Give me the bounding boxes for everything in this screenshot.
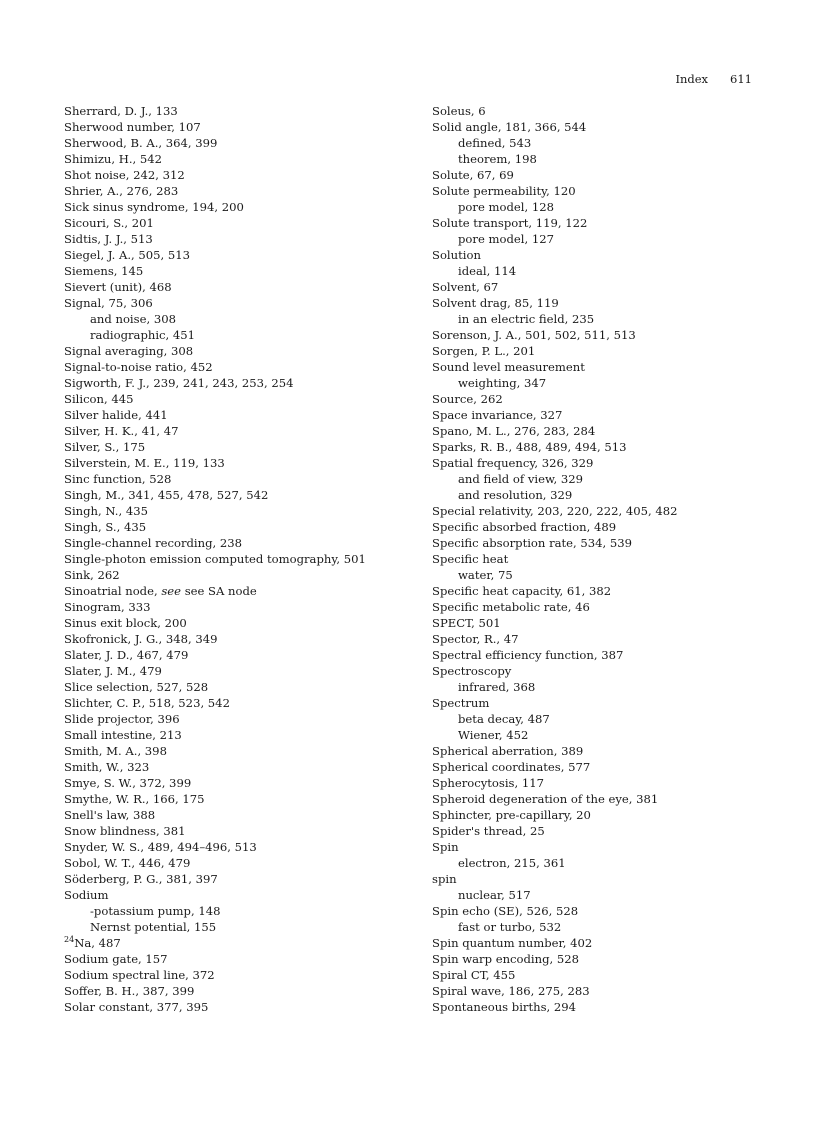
index-entry: Smith, M. A., 398 [64, 744, 167, 758]
index-entry: Solute, 67, 69 [432, 168, 514, 182]
index-entry: Smye, S. W., 372, 399 [64, 776, 192, 790]
index-entry: Spatial frequency, 326, 329 [432, 456, 594, 470]
index-subentry: ideal, 114 [458, 264, 517, 278]
page-number: 611 [730, 72, 752, 86]
index-subentry: electron, 215, 361 [458, 856, 566, 870]
index-entry: Sidtis, J. J., 513 [64, 232, 153, 246]
index-entry: Specific metabolic rate, 46 [432, 600, 590, 614]
index-entry: Spider's thread, 25 [432, 824, 545, 838]
index-entry: Slide projector, 396 [64, 712, 180, 726]
index-column-right [432, 103, 762, 1015]
index-entry: Snow blindness, 381 [64, 824, 186, 838]
index-entry: Spherical coordinates, 577 [432, 760, 591, 774]
index-entry: Spectroscopy [432, 664, 512, 678]
index-entry: Sodium gate, 157 [64, 952, 168, 966]
index-subentry: theorem, 198 [458, 152, 537, 166]
index-entry: Spector, R., 47 [432, 632, 519, 646]
index-entry: Specific heat capacity, 61, 382 [432, 584, 612, 598]
index-subentry: water, 75 [458, 568, 513, 582]
index-entry: Sinc function, 528 [64, 472, 172, 486]
index-entry: Sievert (unit), 468 [64, 280, 172, 294]
index-entry: SPECT, 501 [432, 616, 501, 630]
index-entry [64, 583, 404, 599]
index-entry: Sorgen, P. L., 201 [432, 344, 536, 358]
page-header [675, 72, 752, 86]
index-entry: Specific heat [432, 552, 509, 566]
index-entry: Solvent drag, 85, 119 [432, 296, 559, 310]
index-entry: Spin [432, 840, 459, 854]
running-head: Index [675, 72, 709, 86]
index-entry: Spiral CT, 455 [432, 968, 516, 982]
index-subentry: weighting, 347 [458, 376, 547, 390]
cross-reference-see: see [161, 584, 182, 598]
index-entry: Snell's law, 388 [64, 808, 156, 822]
index-entry: Sick sinus syndrome, 194, 200 [64, 200, 244, 214]
index-column-left [64, 103, 404, 1015]
index-entry: Solution [432, 248, 481, 262]
index-entry [64, 935, 404, 951]
index-entry: Spiral wave, 186, 275, 283 [432, 984, 590, 998]
index-entry: Source, 262 [432, 392, 503, 406]
index-entry: Shimizu, H., 542 [64, 152, 163, 166]
index-entry: Small intestine, 213 [64, 728, 182, 742]
entry-text: Na, 487 [74, 936, 121, 950]
index-entry: Signal-to-noise ratio, 452 [64, 360, 213, 374]
index-entry: Siemens, 145 [64, 264, 144, 278]
index-subentry: beta decay, 487 [458, 712, 550, 726]
index-subentry: and field of view, 329 [458, 472, 584, 486]
index-entry: Single-channel recording, 238 [64, 536, 243, 550]
index-entry: Spano, M. L., 276, 283, 284 [432, 424, 596, 438]
index-entry: Sherwood number, 107 [64, 120, 201, 134]
index-entry: Spherocytosis, 117 [432, 776, 545, 790]
index-entry: Sinus exit block, 200 [64, 616, 187, 630]
index-entry: Spectrum [432, 696, 490, 710]
index-subentry: and resolution, 329 [458, 488, 573, 502]
index-entry: Slichter, C. P., 518, 523, 542 [64, 696, 230, 710]
index-entry: Slater, J. D., 467, 479 [64, 648, 189, 662]
index-entry: Sparks, R. B., 488, 489, 494, 513 [432, 440, 627, 454]
index-entry: Singh, M., 341, 455, 478, 527, 542 [64, 488, 269, 502]
index-entry: Solar constant, 377, 395 [64, 1000, 209, 1014]
index-entry: Silver halide, 441 [64, 408, 168, 422]
index-entry: Sphincter, pre-capillary, 20 [432, 808, 591, 822]
index-entry: Söderberg, P. G., 381, 397 [64, 872, 218, 886]
index-entry: Soffer, B. H., 387, 399 [64, 984, 195, 998]
index-entry: Sorenson, J. A., 501, 502, 511, 513 [432, 328, 636, 342]
index-subentry: nuclear, 517 [458, 888, 531, 902]
index-subentry: Nernst potential, 155 [90, 920, 217, 934]
index-subentry: pore model, 128 [458, 200, 554, 214]
index-entry: Spontaneous births, 294 [432, 1000, 577, 1014]
index-subentry: in an electric field, 235 [458, 312, 595, 326]
index-entry: Sherrard, D. J., 133 [64, 104, 178, 118]
index-entry: Spheroid degeneration of the eye, 381 [432, 792, 659, 806]
index-entry: Slice selection, 527, 528 [64, 680, 209, 694]
index-subentry: and noise, 308 [90, 312, 176, 326]
index-entry: Spin warp encoding, 528 [432, 952, 580, 966]
index-entry: Smith, W., 323 [64, 760, 150, 774]
index-subentry: -potassium pump, 148 [90, 904, 221, 918]
index-entry: Skofronick, J. G., 348, 349 [64, 632, 218, 646]
index-entry: Sink, 262 [64, 568, 120, 582]
index-entry: Sigworth, F. J., 239, 241, 243, 253, 254 [64, 376, 294, 390]
index-entry: Sicouri, S., 201 [64, 216, 154, 230]
index-entry: Singh, S., 435 [64, 520, 147, 534]
index-entry: Specific absorbed fraction, 489 [432, 520, 617, 534]
index-entry: Signal averaging, 308 [64, 344, 194, 358]
entry-term: Sinoatrial node, [64, 584, 162, 598]
index-entry: Solute transport, 119, 122 [432, 216, 588, 230]
index-entry: Space invariance, 327 [432, 408, 563, 422]
index-entry: Sodium [64, 888, 109, 902]
index-entry: Sound level measurement [432, 360, 585, 374]
isotope-mass-number: 24 [64, 935, 75, 944]
index-entry: Signal, 75, 306 [64, 296, 153, 310]
index-entry: Spin echo (SE), 526, 528 [432, 904, 579, 918]
index-entry: Sodium spectral line, 372 [64, 968, 215, 982]
index-entry: Singh, N., 435 [64, 504, 148, 518]
index-entry: Shot noise, 242, 312 [64, 168, 185, 182]
index-subentry: pore model, 127 [458, 232, 554, 246]
index-entry: Slater, J. M., 479 [64, 664, 162, 678]
index-entry: Spectral efficiency function, 387 [432, 648, 624, 662]
index-entry: Snyder, W. S., 489, 494–496, 513 [64, 840, 257, 854]
index-subentry: infrared, 368 [458, 680, 536, 694]
index-entry: Solute permeability, 120 [432, 184, 576, 198]
index-entry: Smythe, W. R., 166, 175 [64, 792, 205, 806]
index-entry: Siegel, J. A., 505, 513 [64, 248, 191, 262]
index-subentry: Wiener, 452 [458, 728, 529, 742]
index-entry: Sobol, W. T., 446, 479 [64, 856, 191, 870]
index-entry: Solid angle, 181, 366, 544 [432, 120, 587, 134]
index-entry: Specific absorption rate, 534, 539 [432, 536, 633, 550]
index-entry: Silver, S., 175 [64, 440, 146, 454]
index-entry: Special relativity, 203, 220, 222, 405, 482 [432, 504, 678, 518]
index-subentry: defined, 543 [458, 136, 532, 150]
index-entry: Silicon, 445 [64, 392, 134, 406]
index-entry: Spin quantum number, 402 [432, 936, 593, 950]
index-entry: Silverstein, M. E., 119, 133 [64, 456, 225, 470]
index-entry: Soleus, 6 [432, 104, 486, 118]
index-entry: Spherical aberration, 389 [432, 744, 584, 758]
index-entry: Single-photon emission computed tomography, 501 [64, 552, 366, 566]
index-subentry: fast or turbo, 532 [458, 920, 562, 934]
index-entry: Solvent, 67 [432, 280, 499, 294]
entry-text: see SA node [181, 584, 257, 598]
index-entry: Shrier, A., 276, 283 [64, 184, 179, 198]
index-entry: Silver, H. K., 41, 47 [64, 424, 179, 438]
index-subentry: radiographic, 451 [90, 328, 196, 342]
index-entry: spin [432, 872, 457, 886]
index-entry: Sinogram, 333 [64, 600, 151, 614]
index-entry: Sherwood, B. A., 364, 399 [64, 136, 218, 150]
